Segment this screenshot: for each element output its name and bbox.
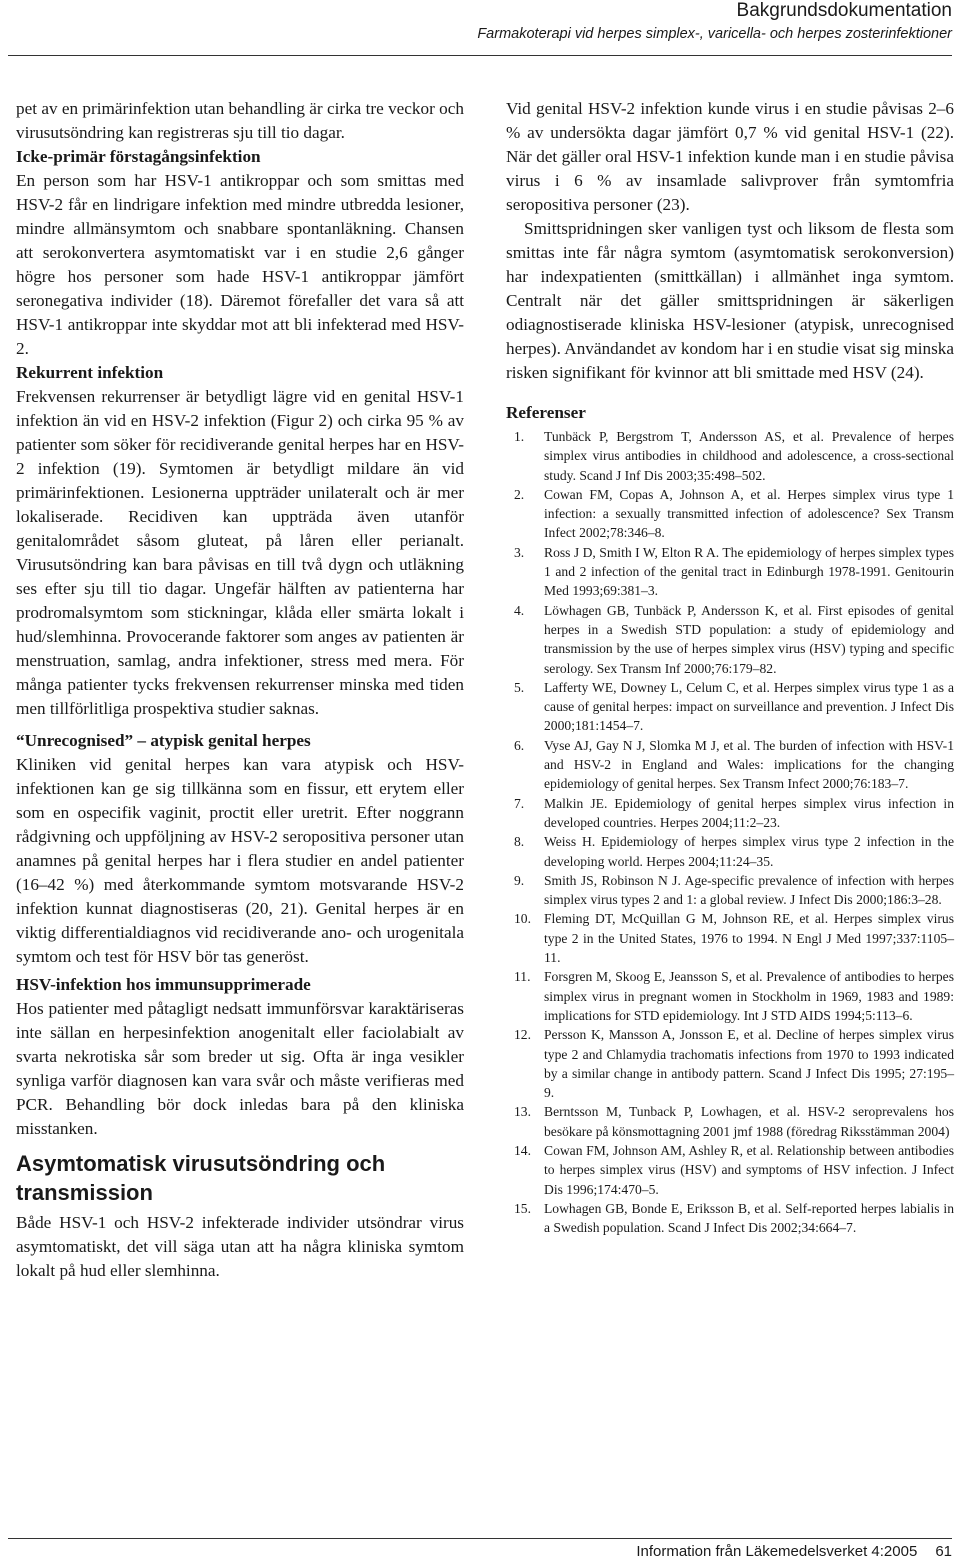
reference-text: Lafferty WE, Downey L, Celum C, et al. Herpes simplex virus type 1 as a cause of genital herpes: impact on surveillance and prevention. J Infect Dis 2000;181:1454–7. bbox=[544, 679, 954, 734]
reference-number: 12. bbox=[514, 1027, 531, 1043]
reference-text: Tunbäck P, Bergstrom T, Andersson AS, et al. Prevalence of herpes simplex virus antibodies in childhood and adolescence, a cross-sectional study. Scand J Inf Dis 2003;35:498–502. bbox=[544, 429, 954, 483]
reference-item bbox=[506, 832, 954, 871]
footer-divider bbox=[8, 1538, 952, 1539]
reference-text: Löwhagen GB, Tunbäck P, Andersson K, et al. First episodes of genital herpes in a Swedish STD population: a study of epidemiology and transmission by the use of herpes simplex virus (HSV) typing and specific serology. Sex Transm Inf 2000;76:179–82. bbox=[544, 602, 954, 676]
reference-number: 14. bbox=[514, 1142, 531, 1158]
references-heading: Referenser bbox=[506, 403, 586, 422]
section-heading-asymtomatisk: Asymtomatisk virusutsöndring och transmission bbox=[16, 1151, 386, 1205]
reference-number: 1. bbox=[514, 429, 525, 444]
reference-number: 2. bbox=[514, 486, 525, 502]
paragraph-rekurrent: Frekvensen rekurrenser är betydligt lägre vid en genital HSV-1 infektion än vid en HSV-2 infektion (Figur 2) och cirka 95 % av patienter som söker för recidiverande genital herpes har en HSV-2 infektion (19). Symtomen är betydligt mildare än vid primärinfektionen. Lesionerna uppträder unilateralt och är mer lokaliserade. Recidiven kan uppträda även utanför genitalområdet såsom gluteat, på låren eller perianalt. Virusutsöndring kan bara påvisas en till två dygn och utläkning ses efter sju till tio dagar. Ungefär hälften av patienterna har prodromalsymtom som stickningar, klåda eller smärta lokalt i hud/slemhinna. Provocerande faktorer som anges av patienten är menstruation, samlag, andra infektioner, stress med mera. För många patienter tycks frekvensen rekurrenser minska med tiden men tillförlitliga prospektiva studier saknas. bbox=[16, 387, 464, 718]
reference-item bbox=[506, 485, 954, 543]
paragraph-immunsupprimerade: Hos patienter med påtagligt nedsatt immunförsvar karaktäriseras inte sällan en herpesinfektion anogenitalt eller faciolabialt av svarta nekrotiska sår som breder ut sig. Ofta är inga vesikler synliga varför diagnosen kan vara svår och måste verifieras med PCR. Behandling bör dock inledas bara på den kliniska misstanken. bbox=[16, 999, 464, 1138]
reference-text: Berntsson M, Tunback P, Lowhagen, et al. HSV-2 seroprevalens hos besökare på könsmottagning 2001 jmf 1988 (föredrag Riksstämman 2004) bbox=[544, 1104, 954, 1139]
reference-text: Weiss H. Epidemiology of herpes simplex virus type 2 infection in the developing world. Herpes 2004;11:24–35. bbox=[544, 834, 954, 869]
heading-icke-primar: Icke-primär förstagångsinfektion bbox=[16, 147, 261, 166]
reference-text: Ross J D, Smith I W, Elton R A. The epidemiology of herpes simplex types 1 and 2 infection of the genital tract in Edinburgh 1978-1991. Genitourin Med 1993;69:381–3. bbox=[544, 544, 954, 599]
reference-text: Cowan FM, Johnson AM, Ashley R, et al. Relationship between antibodies to herpes simplex virus (HSV) and symptoms of HSV infection. J Infect Dis 1996;174:470–5. bbox=[544, 1142, 954, 1197]
reference-number: 7. bbox=[514, 795, 525, 811]
page-number: 61 bbox=[935, 1543, 952, 1560]
paragraph-icke-primar: En person som har HSV-1 antikroppar och som smittas med HSV-2 får en lindrigare infektion med mindre utbredda lesioner, mindre allmänsymtom och snabbare spontanläkning. Chansen att serokonvertera asymtomatiskt var i en studie 2,6 gånger högre hos personer som hade HSV-1 antikroppar jämfört seronegativa individer (18). Däremot förefaller det vara så att HSV-1 antikroppar inte skyddar mot att bli infekterad med HSV-2. bbox=[16, 171, 464, 358]
reference-number: 9. bbox=[514, 872, 525, 888]
footer bbox=[636, 1543, 952, 1560]
right-column bbox=[506, 97, 954, 1237]
reference-number: 6. bbox=[514, 737, 525, 753]
header-divider bbox=[8, 55, 952, 56]
reference-number: 11. bbox=[514, 969, 531, 985]
reference-item bbox=[506, 601, 954, 678]
heading-unrecognised: “Unrecognised” – atypisk genital herpes bbox=[16, 731, 311, 750]
reference-item bbox=[506, 909, 954, 967]
reference-number: 13. bbox=[514, 1104, 531, 1120]
reference-number: 5. bbox=[514, 679, 525, 695]
heading-immunsupprimerade: HSV-infektion hos immunsupprimerade bbox=[16, 975, 311, 994]
heading-rekurrent: Rekurrent infektion bbox=[16, 363, 164, 382]
paragraph-smittspridning: Smittspridningen sker vanligen tyst och liksom de flesta som smittas inte får några symtom (asymtomatisk serokonversion) har indexpatienten (smittkällan) i allmänhet inga symtom. Centralt när det gäller smittspridningen är säkerligen odiagnostiserade kliniska HSV-lesioner (atypisk, unrecognised herpes). Användandet av kondom har i en studie visat sig minska risken signifikant för kvinnor att bli smittade med HSV (24). bbox=[506, 219, 954, 382]
reference-item bbox=[506, 736, 954, 794]
reference-item bbox=[506, 1102, 954, 1141]
reference-item bbox=[506, 967, 954, 1025]
reference-number: 15. bbox=[514, 1200, 531, 1216]
references-list bbox=[506, 427, 954, 1237]
reference-text: Vyse AJ, Gay N J, Slomka M J, et al. The burden of infection with HSV-1 and HSV-2 in England and Wales: implications for the changing epidemiology of genital herpes. Sex Transm Infect 2000;76:183–7. bbox=[544, 737, 954, 792]
reference-text: Persson K, Mansson A, Jonsson E, et al. Decline of herpes simplex virus type 2 and Chlamydia trachomatis infections from 1970 to 1993 indicated by a similar change in antibody pattern. Scand J Infect Dis 1995; 27:195–9. bbox=[544, 1027, 954, 1101]
reference-item bbox=[506, 427, 954, 485]
reference-item bbox=[506, 1199, 954, 1238]
reference-item bbox=[506, 871, 954, 910]
reference-text: Cowan FM, Copas A, Johnson A, et al. Herpes simplex virus type 1 infection: a sexually transmitted infection of adolescence? Sex Transm Infect 2002;78:346–8. bbox=[544, 486, 954, 541]
footer-publication: Information från Läkemedelsverket 4:2005 bbox=[636, 1543, 918, 1560]
reference-text: Lowhagen GB, Bonde E, Eriksson B, et al. Self-reported herpes labialis in a Swedish population. Scand J Infect Dis 2002;34:664–7. bbox=[544, 1200, 954, 1236]
left-column bbox=[16, 97, 464, 1283]
reference-item bbox=[506, 543, 954, 601]
paragraph-unrecognised: Kliniken vid genital herpes kan vara atypisk och HSV-infektionen kan ge sig tillkänna som en fissur, ett erytem eller som en ospecifik vaginit, proctit eller uretrit. Efter noggrann rådgivning och uppföljning av HSV-2 seropositiva personer utan anamnes på genital herpes har i flera studier en andel patienter (16–42 %) med återkommande symtom motsvarande HSV-2 infektion kunnat diagnostiseras (20, 21). Genital herpes är en viktig differentialdiagnos vid recidiverande ano- och urogenitala symtom och test för HSV bör tas generöst. bbox=[16, 755, 464, 966]
reference-number: 8. bbox=[514, 834, 525, 850]
reference-number: 10. bbox=[514, 911, 531, 927]
reference-item bbox=[506, 1141, 954, 1199]
paragraph-asymtomatisk: Både HSV-1 och HSV-2 infekterade individer utsöndrar virus asymtomatiskt, det vill säga utan att ha några kliniska symtom lokalt på hud eller slemhinna. bbox=[16, 1213, 464, 1280]
reference-text: Forsgren M, Skoog E, Jeansson S, et al. Prevalence of antibodies to herpes simplex virus in pregnant women in Stockholm in 1969, 1983 and 1989: implications for STD epidemiology. Int J STD AIDS 1994;5:113–6. bbox=[544, 969, 954, 1023]
reference-number: 4. bbox=[514, 602, 525, 618]
reference-item bbox=[506, 1025, 954, 1102]
header-subtitle: Farmakoterapi vid herpes simplex-, varicella- och herpes zosterinfektioner bbox=[477, 26, 952, 42]
reference-item bbox=[506, 678, 954, 736]
intro-paragraph: pet av en primärinfektion utan behandling är cirka tre veckor och virusutsöndring kan registreras sju till tio dagar. bbox=[16, 99, 464, 142]
header-title: Bakgrundsdokumentation bbox=[736, 0, 952, 21]
reference-text: Smith JS, Robinson N J. Age-specific prevalence of infection with herpes simplex virus types 2 and 1: a global review. J Infect Dis 2000;186:3–28. bbox=[544, 872, 954, 908]
reference-item bbox=[506, 794, 954, 833]
reference-number: 3. bbox=[514, 544, 525, 560]
paragraph-genital-hsv2: Vid genital HSV-2 infektion kunde virus i en studie påvisas 2–6 % av undersökta dagar jämfört 0,7 % vid genital HSV-1 (22). När det gäller oral HSV-1 infektion kunde man i en studie påvisa virus i 6 % av insamlade salivprover från symtomfria seropositiva personer (23). bbox=[506, 99, 954, 214]
reference-text: Fleming DT, McQuillan G M, Johnson RE, et al. Herpes simplex virus type 2 in the United States, 1976 to 1994. N Engl J Med 1997;337:1105–11. bbox=[544, 911, 954, 966]
reference-text: Malkin JE. Epidemiology of genital herpes simplex virus infection in developed countries. Herpes 2004;11:2–23. bbox=[544, 795, 954, 830]
